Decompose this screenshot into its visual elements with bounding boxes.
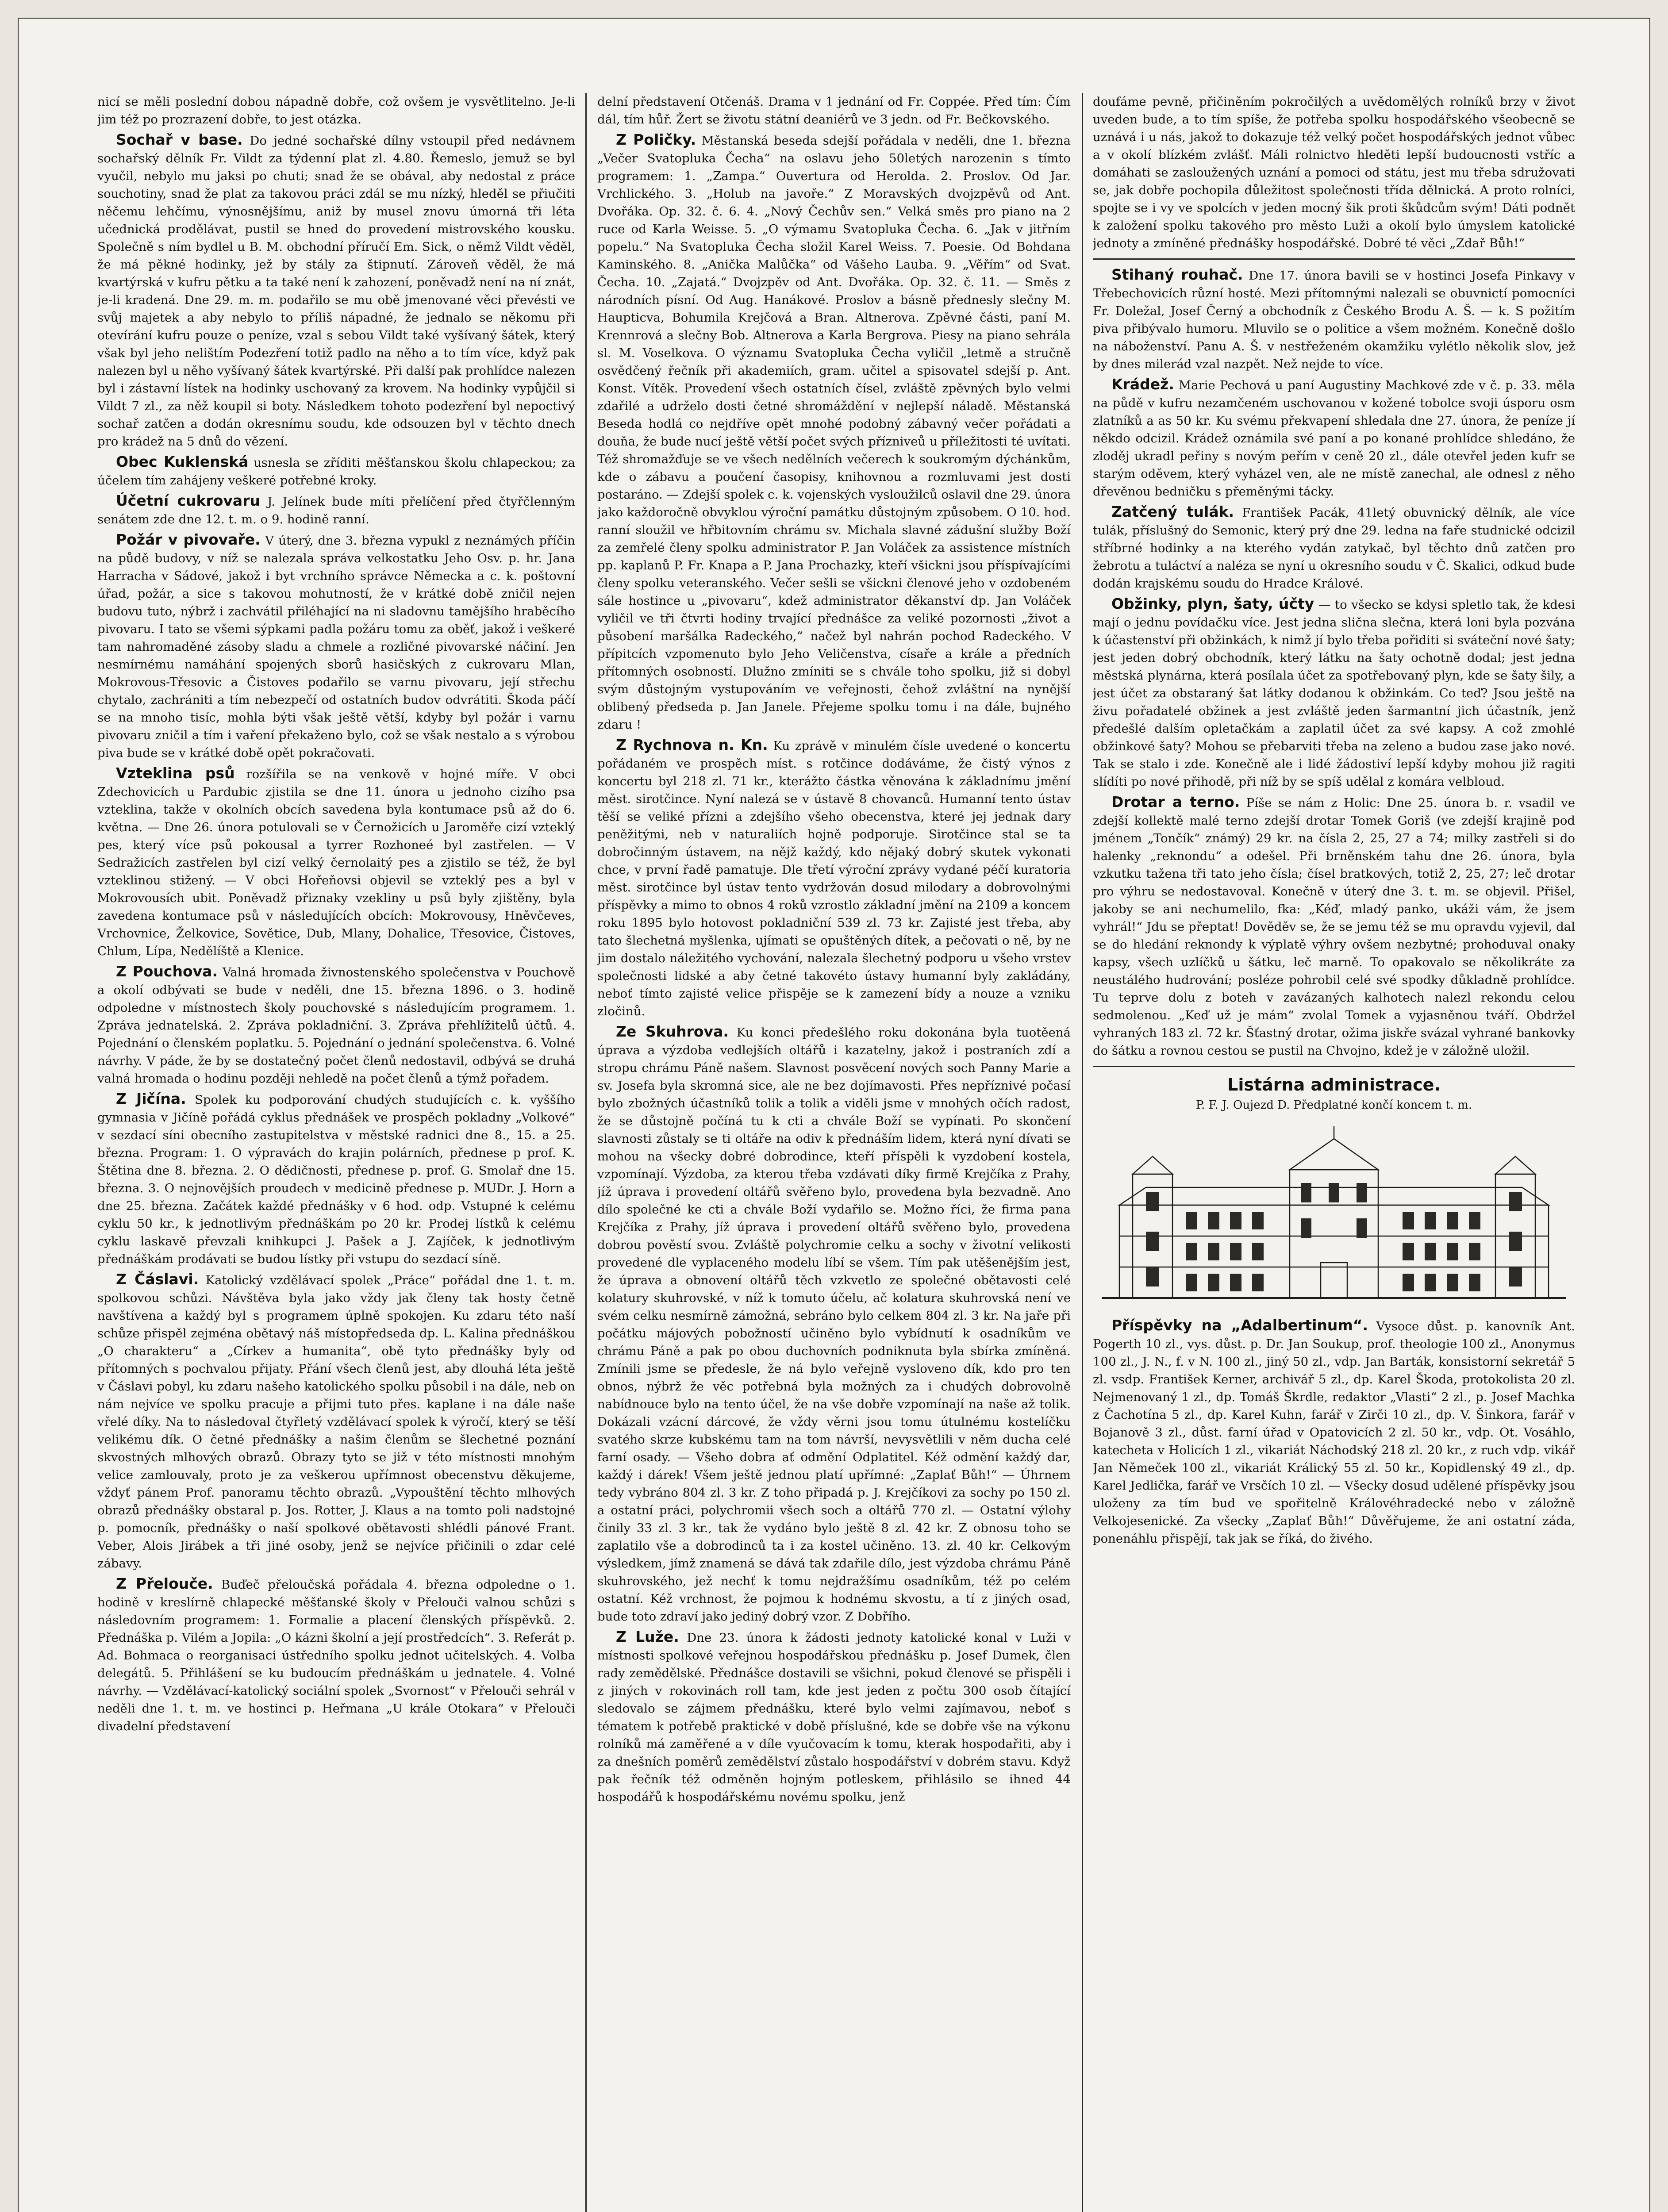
column-3 xyxy=(1093,93,1575,2212)
news-item-heading: Požár v pivovaře. xyxy=(116,531,261,548)
section-rule xyxy=(1093,258,1575,260)
column-rule xyxy=(585,93,587,2212)
news-item-heading: Z Pouchova. xyxy=(116,963,218,980)
news-item-body: Marie Pechová u paní Augustiny Machkové zde v č. p. 33. měla na půdě v kufru nezamčeném uschovanou v kožené tobolce svoji úsporu osm zlatníků a as 50 kr. Ku svému překvapení shledala dne 27. února, že peníze jí někdo odcizil. Krádež oznámila své paní a po konané prohlídce shledáno, že zloděj ukradl peřiny s novým peřím v ceně 20 zl., dále otevřel jeden kufr se starým oděvem, který vyházel ven, ale ne místě zanechal, ale odnesl z něho dřevěnou bedničku s přeměnými tácky. xyxy=(1093,378,1575,499)
news-item-body: rozšířila se na venkově v hojné míře. V obci Zdechovicích u Pardubic zjistila se dne 11. února u jednoho cizího psa vzteklina, takže v okolních obcích savedena byla kontumace psů až do 6. května. — Dne 26. února potulovali se v Černožicích u Jaroměře cizí vzteklý pes, který více psů pokousal a tyrrer Rozhoneé byl zastřelen. — V Sedražicích zastřelen byl cizí velký černolaitý pes a zjistilo se též, že byl vzteklinou stižený. — V obci Hořeňovsi objevil se vzteklý pes a byl v Mokrovousích ubit. Poněvadž přiznaky vzekliny u psů byly zjištěny, byla zavedena kontumace psů v následujících obcích: Mokrovousy, Hněvčeves, Vrchovnice, Želkovice, Sovětice, Dub, Mlany, Dohalice, Třesovice, Čistoves, Chlum, Lípa, Nedělíště a Klenice. xyxy=(97,767,575,958)
news-item xyxy=(1093,266,1575,373)
news-item xyxy=(1093,595,1575,791)
news-item-heading: Vzteklina psů xyxy=(116,764,235,782)
news-item xyxy=(1093,376,1575,500)
column-3-top xyxy=(1093,93,1575,252)
column-1 xyxy=(97,93,575,2212)
news-item-body: J. Jelínek bude míti přelíčení před čtyřčlenným senátem zde dne 12. t. m. o 9. hodině ranní. xyxy=(97,495,575,526)
news-item-body: — to všecko se kdysi spletlo tak, že kdesi mají o jednu povídačku více. Jest jedna slična slečna, která loni byla pozvána k účastenství při obžinkách, k nimž jí bylo třeba pořiditi si sváteční nové šaty; jest jeden dobrý obchodník, který látku na šaty ochotně dodal; jest jedna městská plynárna, která posílala účet za spotřebovaný plyn, kde se šaty šily, a jest účet za obstaraný šat látky dodanou k obžinkám. Co teď? Jsou ještě na živu pořadatelé obžinek a jest zvláště jeden šarmantní jich účastník, jenž předešlé dalším opletačkám a zaplatil účet za své kapsy. A což zmohlé obžinkové šaty? Mohou se přebarviti třeba na zeleno a budou zase jako nové. Tak se stalo i zde. Konečně ale i lidé žádostiví lepší kdyby mohou již ragiti slídíti po nové přihodě, při níž by se spíš udělal z komára velbloud. xyxy=(1093,598,1575,789)
news-item-heading: Účetní cukrovaru xyxy=(116,492,260,509)
news-item xyxy=(97,1575,575,1735)
news-item-heading: Z Rychnova n. Kn. xyxy=(616,736,768,753)
news-item-heading: Z Přelouče. xyxy=(116,1575,213,1592)
news-item xyxy=(97,764,575,960)
news-item-heading: Sochař v base. xyxy=(116,131,243,148)
column-rule xyxy=(1082,93,1083,2212)
continued-text xyxy=(1093,93,1575,252)
news-item-heading: Z Luže. xyxy=(616,1628,679,1645)
news-item-body: Dne 23. února k žádosti jednoty katolické konal v Luži v místnosti spolkové veřejnou hospodářskou přednášku p. Josef Dumek, člen rady zemědělské. Přednášce dostavili se všichni, pokud členové se přispěli i z jiných v rokovinách roll tam, kde jest jeden z počtu 300 osob čítající sledovalo se zájmem přednášku, které bylo velmi zajímavou, neboť s tématem k potřebě praktické v době příslušné, kde se dobře vše na výkonu rolníků má zaměřené a v díle vyučovacím k tomu, kterak hospodařiti, aby i za dnešních poměrů zemědělství zůstalo hospodářství v dobrém stavu. Když pak řečník též odměněn hojným potleskem, přihlásilo se ihned 44 hospodářů k hospodářskému novému spolku, jenž xyxy=(597,1631,1071,1804)
news-item-body: Dne 17. února bavili se v hostinci Josefa Pinkavy v Třebechovicích různí hosté. Mezi přítomnými nalezali se obuvnictí pomocníci Fr. Doležal, Josef Černý a obchodník z Českého Brodu A. Š. — k. S požitím piva přibývalo humoru. Mluvilo se o politice a všem možném. Konečně došlo na náboženství. Panu A. Š. v nestřeženém okamžiku vylétlo několik slov, jež by dnes milerád vzal nazpět. Než nejde to více. xyxy=(1093,269,1575,371)
continued-text xyxy=(597,93,1071,128)
news-item-body: nicí se měli poslední dobou nápadně dobře, což ovšem je vysvětlitelno. Je-li jim též po prozrazení dobře, to jest otázka. xyxy=(97,95,575,127)
news-item xyxy=(97,453,575,489)
adalbertinum-building-illustration xyxy=(1093,1121,1575,1307)
news-item-body: Ku konci předešlého roku dokonána byla tuotěená úprava a výzdoba vedlejších oltářů i kazatelny, jakož i postraních zdí a stropu chrámu Páně našem. Slavnost posvěcení nových soch Panny Marie a sv. Josefa byla skromná sice, ale ne bez dojímavosti. Přes nepříznivé počasí bylo zbožných účastníků tolik a tolik a viděli jsme v mnohých očích radost, že se důstojně počíná tu k cti a chvále Boží se vypínati. Po skončení slavnosti zůstaly se ti oltáře na odiv k přednáším lidem, která nyní dívati se mohou na všecky dobré dobrodince, kteří příspěli k vyzdobení kostela, vzpomínají. Výzdoba, za kterou třeba vzdávati díky firmě Krejčíka z Prahy, jíž úprava i provedení oltářů svěřeno bylo, provedena byla bezvadně. Ano dílo společné ke cti a chvále Boží vydařilo se. Možno říci, že firma pana Krejčíka z Prahy, jíž úprava i provedení oltářů svěřeno bylo, provedena dobrou pověstí svou. Zvláště polychromie celku a sochy v životní velikosti provedené dle vyplaceného modelu líbí se všem. Tím pak utěšenějším jest, že úprava a obnovení oltářů těch vzkvetlo ze společné obětavosti celé kolatury skuhrovské, v níž k tomuto účelu, ač kolatura skuhrovská není ve svém celku nesmírně zámožná, sebráno bylo celkem 804 zl. 3 kr. Na jaře při počátku májových pobožností učiněno bylo vybídnutí k osadníkům ve chrámu Páně a pak po obou duchovních podniknuta byla sbírka zmíněná. Zmínili jsme se předesle, že ná bylo veřejně vysloveno dík, kdo pro ten obnos, nýbrž že věc potřebná byla možných za i chudých dobrovolně nabídnouce bylo na tento účel, že na vše dobře vzpomínají na naše až tolik. Dokázali vzácní dárcové, že vždy věrni jsou tomu útulnému kostelíčku svatého skrze kubskému tam na tom návrší, nevysvětlili v něm ducha celé farní osady. — Všeho dobra ať odmění Odplatitel. Kéž odmění každý dar, každý i dárek! Všem ještě jednou platí upřímné: „Zaplať Bůh!“ — Úhrnem tedy vybráno 804 zl. 3 kr. Z toho připadá p. J. Krejčíkovi za sochy po 150 zl. a ostatní práci, polychromii všech soch a oltářů 770 zl. — Ostatní výlohy činily 33 zl. 3 kr., tak že vydáno bylo ještě 8 zl. 42 kr. Z obnosu toho se zaplatilo vše a dobrodinců ta i za kostel učiněno. 13. zl. 40 kr. Celkovým výsledkem, jímž znamená se dává tak zdařile dílo, jest výzdoba chrámu Páně skuhrovského, jež nechť k tomu nejdražšímu osadníkům, též po celém ostatní. Kéž vrchnost, že pojmou k hodnému skvostu, a tí z jiných osad, bude toto zdraví jako jediný dobrý vzor. Z Dobřího. xyxy=(597,1025,1071,1624)
news-item-body: František Pacák, 41letý obuvnický dělník, ale více tulák, příslušný do Semonic, který prý dne 29. ledna na faře studnické odcizil stříbrné hodinky a na kterého vydán zatykač, byl těchto dnů zatčen pro žebrotu a tuláctví a naléza se nyní u okresního soudu v Č. Skalici, odkud bude dodán krajskému soudu do Hradce Králové. xyxy=(1093,506,1575,591)
news-item-body: Katolický vzdělávací spolek „Práce“ pořádal dne 1. t. m. spolkovou schůzi. Návštěva byla jako vždy jak členy tak hosty četně navštívena a každý byl s programem úplně spokojen. Ku zdaru této naší schůze přispěl zejména obětavý náš místopředseda dp. L. Kalina přednáškou „O charakteru“ a „Církev a humanita“, obě tyto přednášky byly od přítomných s pochvalou přijaty. Přání všech členů jest, aby dlouhá léta ještě v Čáslavi pobyl, ku zdaru našeho katolického spolku působil i na dále, neb on nám nejvíce ve spolku pracuje a přijmi tuto přes. kaplane i na dále naše vřelé díky. Na to následoval čtyřletý vzdělávací spolek k výročí, který se těší velikému dík. O četné přednášky a našim členům se šlechetné poznání skvostných mlhových obrazů. Obrazy tyto se již v této místnosti mnohým velice zamlouvaly, proto je za veškerou upřímnost obecenstvu děkujeme, vždyť pánem Prof. panoramu těchto obrazů. „Vypouštění těchto mlhových obrazů přednášky obstaral p. Jos. Rotter, J. Klaus a na tomto poli nadstojné p. pomocník, přednášky o naší spolkové obětavosti shlédli pánové Frant. Veber, Alois Jirábek a tři jiné osoby, jenž se nejvíce přičinili o zdar celé zábavy. xyxy=(97,1273,575,1571)
listarna-heading: Listárna administrace. xyxy=(1227,1075,1441,1094)
news-item xyxy=(1093,1317,1575,1548)
news-item-body: doufáme pevně, přičiněním pokročilých a uvědomělých rolníků brzy v život uveden bude, a to tím spíše, že potřeba spolku hospodářského všeobecně se uznává i u nás, jakož to dokazuje též velký počet hospodářských jednot vůbec a v okolí blízkém zvlášť. Máli rolnictvo hleděti lepší budoucnosti vstříc a domáhati se zasloužených uznání a pomoci od státu, jest mu třeba sdružovati se, jak dobře pochopila důležitost společnosti třída dělnická. A proto rolníci, spojte se i vy ve spolcích v jeden mocný šik proti škůdcům svým! Dáti podnět k založení spolku takového pro město Luži a okolí bylo úmyslem katolické jednoty a zmíněné přednášky hospodářské. Dobré té věci „Zdař Bůh!“ xyxy=(1093,95,1575,250)
news-item-body: Městanská beseda sdejší pořádala v neděli, dne 1. března „Večer Svatopluka Čecha“ na oslavu jeho 50letých narozenin s tímto programem: 1. „Zampa.“ Ouvertura od Herolda. 2. Proslov. Od Jar. Vrchlického. 3. „Holub na javoře.“ Z Moravských dvojzpěvů od Ant. Dvořáka. Op. 32. č. 6. 4. „Nový Čechův sen.“ Velká směs pro piano na 2 ruce od Karla Weisse. 5. „O výmamu Svatopluka Čecha. 6. „Jak v jitřním popelu.“ Na Svatopluka Čecha složil Karel Weiss. 7. Poesie. Od Bohdana Kaminského. 8. „Anička Malůčka“ od Vášeho Lauba. 9. „Věřím“ od Svat. Čecha. 10. „Zajatá.“ Dvojzpěv od Ant. Dvořáka. Op. 32. č. 11. — Směs z národních písní. Od Aug. Hanákové. Proslov a básně přednesly slečny M. Haupticva, Bohumila Krejčová a Bran. Altnerova. Zpěvné části, paní M. Krennrová a slečny Bob. Altnerova a Karla Bergrova. Piesy na piano sehrála sl. M. Voselkova. O významu Svatopluka Čecha vyličil „letmě a stručně osvědčený řečník při akademiích, gram. učitel a spisovatel sdejší p. Ant. Konst. Vítěk. Provedení všech ostatních čísel, zvláště zpěvných bylo velmi zdařilé a udrželo dosti četné shromáždění v nejlepší náladě. Městanská Beseda hodlá co nejdříve opět mnohé podobný zábavný večer pořádati a douňa, že bude nucí ještě větší počet svých přízniveů u příležitosti té uvítati. Též shromažďuje se ve všech nedělních večerech k soukromým dýchánkům, kde o zábavu a poučení časopisy, knihovnou a rozmluvami jest dosti postaráno. — Zdejší spolek c. k. vojenských vysloužilců oslavil dne 29. února jako každoročně obvyklou výroční památku důstojným způsobem. O 10. hod. ranní sloužil ve hřbitovním chrámu sv. Michala slavné zádušní služby Boží za zemřelé členy spolku administrator P. Jan Voláček za assistence místních pp. kaplanů P. Fr. Knapa a P. Jana Prochazky, kteří všickni jsou příspívajícími členy spolku veteranského. Večer sešli se všickni členové jeho v ozdobeném sále hostince u „pivovaru“, kdež administrator děkanství dp. Jan Voláček vyličil ve tři čtvrti hodiny trvající přednášce za veliké pozornosti „život a působení maršálka Radeckého,“ načež byl nahrán pochod Radeckého. V přípitcích vzpomenuto bylo Jeho Veličenstva, císaře a krále a předních přítomných osobností. Dlužno zmíniti se s chvále toho spolku, již si dobyl svým důstojným vystupováním ve veřejnosti, čehož zvláštní na nynější oblibený předseda p. Jan Janele. Přejeme spolku tomu i na dále, bujného zdaru ! xyxy=(597,134,1071,732)
news-item-heading: Obžinky, plyn, šaty, účty xyxy=(1111,595,1314,612)
news-item-heading: Z Poličky. xyxy=(616,131,696,148)
newspaper-page xyxy=(18,18,1650,2212)
news-item-body: Ku zprávě v minulém čísle uvedené o koncertu pořádaném ve prospěch míst. s rotčince dodáváme, že čistý výnos z koncertu byl 218 zl. 71 kr., kterážto částka věnována k základnímu jmění měst. sirotčince. Nyní nalezá se v ústavě 8 chovanců. Humanní tento ústav těší se veliké přízni a zdejšího všeho obecenstva, které jej jednak dary peněžitými, neb v naturaliích hojně podporuje. Sirotčince stal se ta dobročinným ústavem, na nějž každý, kdo nějaký dobrý skutek vykonati chce, v první řadě pamatuje. Dle třetí výroční zprávy vydané péčí kuratoria měst. sirotčince byl ústav tento vydržován dosud milodary a dobrovolnými příspěvky a mimo to obnos 4 roků vzrostlo základní jmění na 2109 a koncem roku 1895 bylo hotovost pokladniční 539 zl. 73 kr. Zajisté jest třeba, aby tato šlechetná myšlenka, ujímati se opuštěných dítek, a pečovati o ně, by ne jim dostalo náležitého vychování, nalezala šlechetný podporu u všeho vrstev společnosti lidské a aby četné takovéto ústavy humanní byly zakládány, neboť tímto zajisté velice přispěje se k zamezení bídy a nouze a vzniku zločinů. xyxy=(597,739,1071,1018)
news-item-body: Valná hromada živnostenského společenstva v Pouchově a okolí odbývati se bude v neděli, dne 15. března 1896. o 3. hodině odpoledne v místnostech školy pouchovské s následujícím programem. 1. Zpráva jednatelská. 2. Zpráva pokladniční. 3. Zpráva přehlížitelů účtů. 4. Pojednání o členském poplatku. 5. Pojednání o jednání společenstva. 6. Volné návrhy. V páde, že by se dostatečný počet členů nedostavil, odbývá se druhá valná hromada o hodinu později nehledě na počet členů a týmž pořadem. xyxy=(97,965,575,1086)
news-item-heading: Obec Kuklenská xyxy=(116,453,249,470)
news-item-body: delní představení Otčenáš. Drama v 1 jednání od Fr. Coppée. Před tím: Čím dál, tím hůř. Žert se životu státní deaniérů ve 3 jedn. od Fr. Bečkovského. xyxy=(597,95,1071,127)
news-item-heading: Krádež. xyxy=(1111,376,1174,393)
news-item-body: Do jedné sochařské dílny vstoupil před nedávnem sochařský dělník Fr. Vildt za týdenní plat zl. 4.80. Řemeslo, jemuž se byl vyučil, nebylo mu jaksi po chuti; snad že se obával, aby nedostal z práce souchotiny, snad že plat za takovou práci zdál se mu nízký, hleděl se přiučiti něčemu lehčímu, výnosnějšímu, aniž by musel znovu úmorná tři léta učednická prodělávat, pustil se hned do provedení mistrovského kousku. Společně s ním bydlel u B. M. obchodní příručí Em. Sick, o němž Vildt věděl, že má pěkné hodinky, jež by stály za štipnutí. Zároveň věděl, že má kvartýrská v kufru pětku a ta také není k zahození, poněvadž není na ní znát, je-li kradená. Dne 29. m. m. podařilo se mu obě jmenované věci převésti ve svůj majetek a aby nebylo to příliš nápadné, že jednalo se někomu při otevírání kufru pouze o peníze, vzal s sebou Vildt také vyšívaný šátek, který však byl jeho nelištím Podezření totiž padlo na něho a to tím více, když pak nalezen byl u něho vyšívaný šátek kvartýrské. Při další pak prohlídce nalezen byl i zástavní lístek na hodinky uschovaný za krovem. Na hodinky vypůjčil si Vildt 7 zl., za něž koupil si boty. Následkem tohoto podezření byl nepoctivý sochař zatčen a dodán okresnímu soudu, kde odsouzen byl v těchto dnech pro krádež na 5 dnů do vězení. xyxy=(97,134,575,449)
news-item xyxy=(597,1628,1071,1806)
news-item xyxy=(97,131,575,450)
news-item-body: Píše se nám z Holic: Dne 25. února b. r. vsadil ve zdejší kollektě malé terno zdejší drotar Tomek Goriš (ve zdejší krajině pod jménem „Tončík“ známý) 29 kr. na čísla 2, 25, 27 a 74; milky zastřeli si do halenky „reknondu“ a odešel. Při brněnském tahu dne 26. února, byla vzkutku tažena tři tato jeho čísla; čísel bratkových, totiž 2, 25, 27; leč drotar pro výhru se nedostavoval. Konečně v úterý dne 3. t. m. se objevil. Přišel, jakoby se ani nechumelilo, fka: „Kéď, mladý panko, ukáži vám, že jsem vyhrál!“ Jdu se přeptat! Dověděv se, že se jemu též se mu opravdu vyjevil, dal se do hledání reknondy k výplatě výhry ovšem nezbytné; prohoduval onaky kapsy, všech uzlíčků u šátku, leč marně. To opakovalo se několikráte za neustálého hudrování; posléze pohrobil celé své spodky důkladně prohlídce. Tu teprve dolu z boteh v zavázaných kalhotech nalezl rekondu celou sedmolenou. „Keď už je mám“ zvolal Tomek a vyjasněnou tváří. Obdržel vyhraných 183 zl. 72 kr. Šťastný drotar, ožima jiskře svázal vyhrané bankovky do šátku a rovnou cestou se pustil na Chvojno, kdež je v záložně uložil. xyxy=(1093,796,1575,1058)
news-item xyxy=(597,131,1071,733)
news-item xyxy=(597,736,1071,1020)
news-item xyxy=(97,963,575,1087)
column-3-contributions xyxy=(1093,1317,1575,1548)
news-item xyxy=(97,1271,575,1572)
news-item-body: Buďeč přeloučská pořádala 4. března odpoledne o 1. hodině v kreslírně chlapecké měšťanské školy v Přelouči valnou schůzi s následovním programem: 1. Formalie a placení členských příspěvků. 2. Přednáška p. Vilém a Jopila: „O kázni školní a její prostředcích“. 3. Referát p. Ad. Bohmaca o reorganisaci ústředního spolku jednot učitelských. 4. Volba delegátů. 5. Přihlášení se ku budoucím přednáškám u jednatele. 4. Volné návrhy. — Vzdělávací-katolický sociální spolek „Svornost“ v Přelouči sehrál v neděli dne 1. t. m. ve hostinci p. Heřmana „U krále Otokara“ v Přelouči divadelní představení xyxy=(97,1578,575,1733)
news-item-body: usnesla se zříditi měšťanskou školu chlapeckou; za účelem tím zahájeny veškeré potřebné kroky. xyxy=(97,456,575,488)
news-item-heading: Z Čáslavi. xyxy=(116,1271,199,1288)
news-item-body: V úterý, dne 3. března vypukl z neznámých příčin na půdě budovy, v níž se nalezala správa velkostatku Jeho Osv. p. hr. Jana Harracha v Sádové, jakož i byt vrchního správce Německa a c. k. poštovní úřad, požár, a sice s takovou mohutností, že v krátké době zničil nejen budovu tuto, nýbrž i zachvátil přiléhající na ni sladovnu tamějšího hraběcího pivovaru. I tato se všemi sýpkami padla požáru tomu za oběť, jakož i veškeré tam nahromaděné zásoby sladu a chmele a rozličné pivovarské náčiní. Jen nesmírnému namáhání spojených sborů hasičských z cukrovaru Mlan, Mokrovous-Třesovic a Čistoves podařilo se varnu pivovaru, její střechu chytalo, zachrániti a tím nebezpečí od ostatních budov odvrátiti. Škoda páčí se na mnoho tisíc, mohla býti však ještě větší, kdyby byl požár i varnu pivovaru zničil a tím i vaření překaženo bylo, což se však nestalo a s výrobou piva bude se v krátké době opět pokračovati. xyxy=(97,534,575,760)
news-item xyxy=(97,531,575,762)
news-item xyxy=(97,1090,575,1268)
news-item-heading: Stihaný rouhač. xyxy=(1111,266,1243,283)
listarna-text: P. F. J. Oujezd D. Předplatné končí koncem t. m. xyxy=(1195,1098,1472,1112)
news-item-body: Spolek ku podporování chudých studujících c. k. vyššího gymnasia v Jičíně pořádá cyklus přednášek ve prospěch pokladny „Volkové“ v sezdací síni obecního zastupitelstva v městské radnici dne 8., 15. a 25. března. Program: 1. O výpravách do krajin polárních, přednese p prof. K. Štětina dne 8. března. 2. O dědičnosti, přednese p. prof. G. Smolař dne 15. března. 3. O nejnovějších proudech v medicině přednese p. MUDr. J. Horn a dne 25. března. Začátek každé přednášky v 6 hod. odp. Vstupné k celému cyklu 50 kr., k jednotlivým přednáškám po 20 kr. Prodej lístků k celému cyklu laskavě převzali knihkupci J. Pašek a J. Zajíček, k jednotlivým přednáškám prodávati se budou lístky při vstupu do sezdací síně. xyxy=(97,1093,575,1266)
news-item xyxy=(97,492,575,528)
continued-text xyxy=(97,93,575,128)
news-item-body: Vysoce důst. p. kanovník Ant. Pogerth 10 zl., vys. důst. p. Dr. Jan Soukup, prof. theologie 100 zl., Anonymus 100 zl., J. N., f. v N. 100 zl., jiný 50 zl., vdp. Jan Barták, konsistorní sekretář 5 zl. vsdp. František Kerner, archivář 5 zl., dp. Karel Škoda, protokolista 20 zl. Nejmenovaný 1 zl., dp. Tomáš Škrdle, redaktor „Vlasti“ 2 zl., p. Josef Machka z Čachotína 5 zl., dp. Karel Kuhn, farář v Zirči 10 zl., dp. V. Šinkora, farář v Bojanově 3 zl., důst. farní úřad v Opatovicích 2 zl. 50 kr., vdp. Ot. Vosáhlo, katecheta v Holicích 1 zl., vikariát Náchodský 218 zl. 20 kr., z ruch vdp. vikář Jan Němeček 100 zl., vikariát Králický 55 zl. 50 kr., Kopidlenský 49 zl., dp. Karel Jedlička, farář ve Vrsčích 10 zl. — Všecky dosud udělené příspěvky jsou uloženy za tím bud ve spořitelně Královéhradecké nebo v záložně Velkojesenické. Za všecky „Zaplať Bůh!“ Důvěřujeme, že ani ostatní záda, ponenáhlu přispějí, tak jak se říká, do živého. xyxy=(1093,1319,1575,1546)
news-item xyxy=(1093,793,1575,1060)
column-2 xyxy=(597,93,1071,2212)
news-item-heading: Ze Skuhrova. xyxy=(616,1023,729,1040)
column-3-reports xyxy=(1093,266,1575,1060)
news-item-heading: Zatčený tulák. xyxy=(1111,503,1234,520)
news-item xyxy=(597,1023,1071,1625)
news-item-heading: Drotar a terno. xyxy=(1111,793,1240,810)
news-item xyxy=(1093,503,1575,592)
news-item-heading: Příspěvky na „Adalbertinum“. xyxy=(1111,1317,1368,1334)
news-item-heading: Z Jičína. xyxy=(116,1090,186,1107)
section-rule xyxy=(1093,1066,1575,1067)
